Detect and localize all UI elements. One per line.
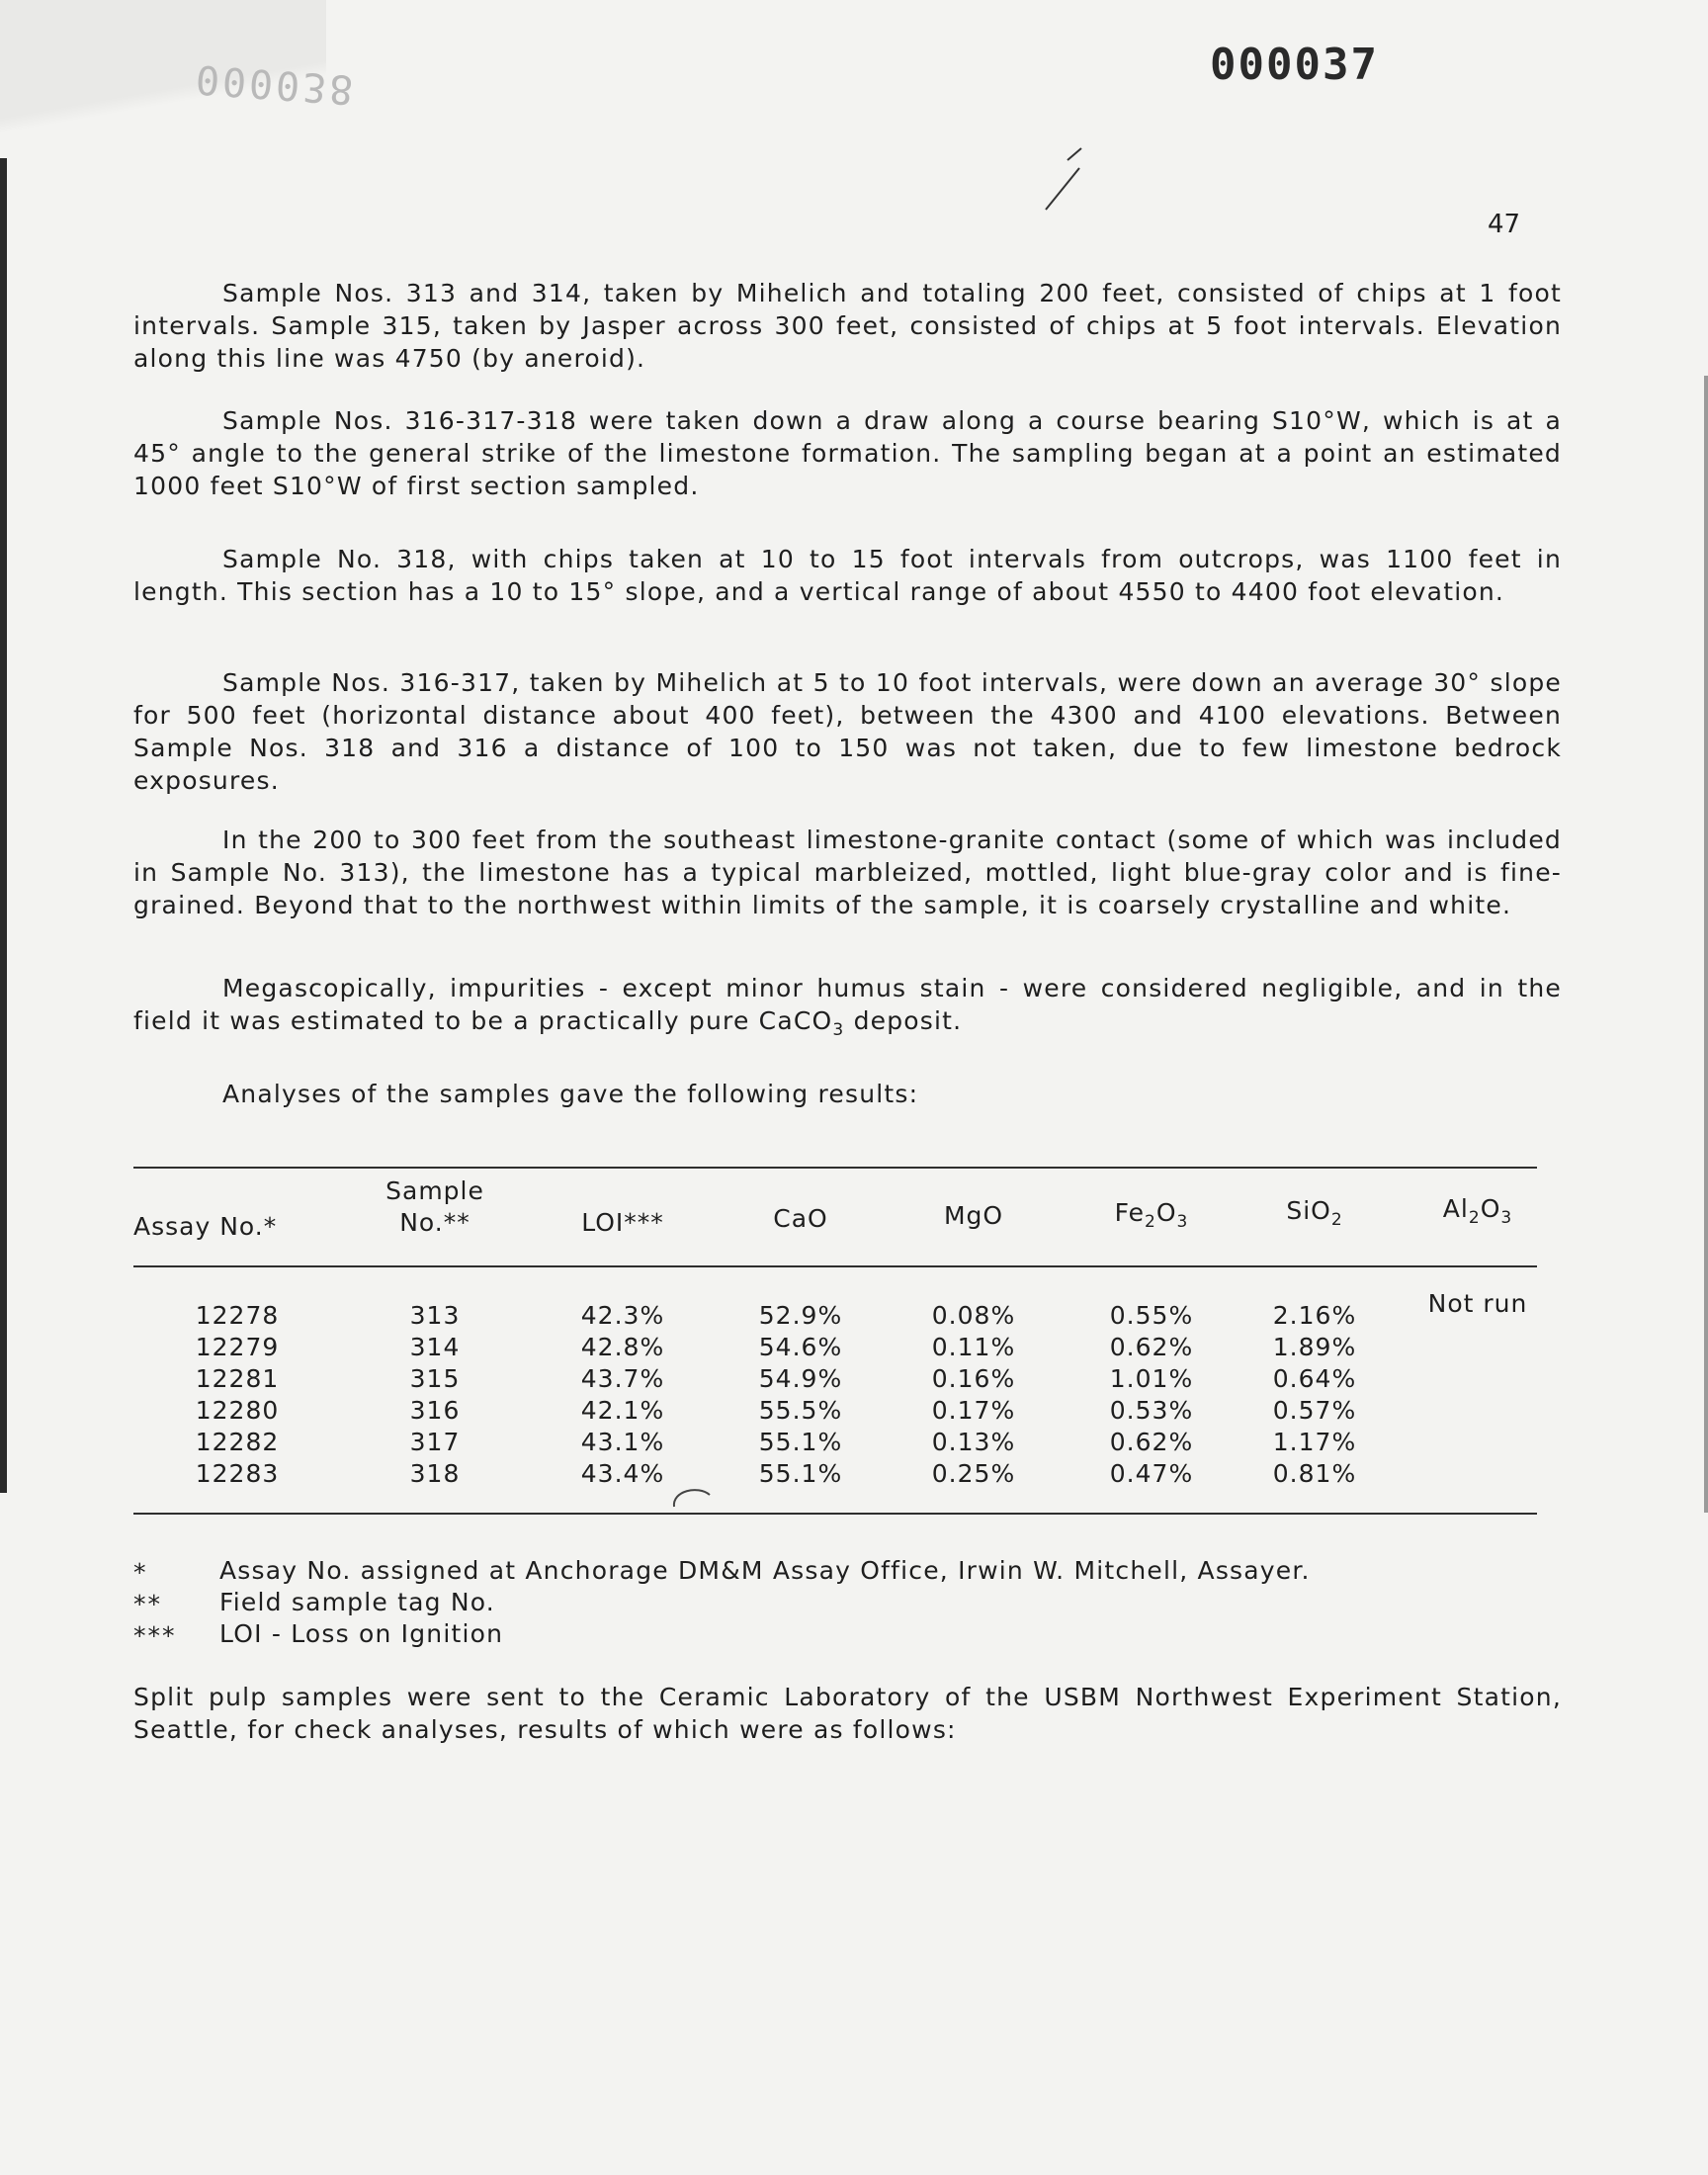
cell-cao: 54.6% <box>758 1333 843 1361</box>
cell-loi: 43.1% <box>580 1428 665 1456</box>
cell-mgo: 0.08% <box>931 1301 1016 1330</box>
header-al-a: Al <box>1442 1194 1469 1223</box>
cell-sample: 313 <box>409 1301 461 1330</box>
header-al-b: 2 <box>1468 1208 1481 1228</box>
footnote-mark-1: * <box>133 1558 148 1587</box>
scan-edge-right <box>1704 376 1708 1513</box>
cell-cao: 54.9% <box>758 1364 843 1393</box>
footnote-text-1: Assay No. assigned at Anchorage DM&M Assay Office, Irwin W. Mitchell, Assayer. <box>219 1556 1311 1585</box>
header-fe-b: 2 <box>1145 1212 1156 1232</box>
header-cao: CaO <box>773 1204 828 1233</box>
header-sio2 <box>1250 1196 1379 1230</box>
paragraph-2: Sample Nos. 316-317-318 were taken down a draw along a course bearing S10°W, which is at a 45° angle to the general strike of the limestone formation. The sampling began at a point an estimated 1000 feet S10°W of first section sampled. <box>133 406 1562 500</box>
paragraph-3: Sample No. 318, with chips taken at 10 to 15 foot intervals from outcrops, was 1100 feet in length. This section has a 10 to 15° slope, and a vertical range of about 4550 to 4400 foot elevation. <box>133 545 1562 606</box>
cell-si: 0.57% <box>1272 1396 1357 1425</box>
cell-fe: 0.62% <box>1109 1428 1194 1456</box>
cell-si: 1.17% <box>1272 1428 1357 1456</box>
footnote-text-2: Field sample tag No. <box>219 1588 495 1616</box>
cell-cao: 55.1% <box>758 1428 843 1456</box>
cell-cao: 55.1% <box>758 1459 843 1488</box>
cell-al: Not run <box>1427 1289 1528 1318</box>
header-fe-d: 3 <box>1176 1212 1189 1232</box>
cell-si: 0.64% <box>1272 1364 1357 1393</box>
header-al-c: O <box>1480 1194 1501 1223</box>
cell-mgo: 0.11% <box>931 1333 1016 1361</box>
cell-assay: 12283 <box>195 1459 280 1488</box>
cell-loi: 42.8% <box>580 1333 665 1361</box>
cell-assay: 12280 <box>195 1396 280 1425</box>
cell-mgo: 0.17% <box>931 1396 1016 1425</box>
paragraph-8: Split pulp samples were sent to the Ceramic Laboratory of the USBM Northwest Experiment Station, Seattle, for check analyses, results of which were as follows: <box>133 1683 1562 1744</box>
table-rule-top <box>133 1167 1537 1169</box>
paragraph-7: Analyses of the samples gave the following results: <box>222 1080 919 1108</box>
header-assay-no: Assay No.* <box>133 1212 278 1241</box>
paragraph-5: In the 200 to 300 feet from the southeast limestone-granite contact (some of which was included in Sample No. 313), the limestone has a typical marbleized, mottled, light blue-gray color and is fine-grained. Beyond that to the northwest within limits of the sample, it is coarsely crystalline and white. <box>133 826 1562 919</box>
cell-sample: 317 <box>409 1428 461 1456</box>
cell-cao: 55.5% <box>758 1396 843 1425</box>
header-si-b: 2 <box>1330 1210 1343 1230</box>
paragraph-6-subscript: 3 <box>832 1020 845 1040</box>
cell-loi: 42.3% <box>580 1301 665 1330</box>
footnote-text-3: LOI - Loss on Ignition <box>219 1619 504 1648</box>
footnote-mark-3: *** <box>133 1621 177 1650</box>
page-number: 47 <box>1488 210 1521 239</box>
paragraph-6-text: Megascopically, impurities - except minor humus stain - were considered negligible, and in the field it was estimated to be a practically pure CaCO <box>133 974 1562 1035</box>
paragraph-4: Sample Nos. 316-317, taken by Mihelich at 5 to 10 foot intervals, were down an average 30° slope for 500 feet (horizontal distance about 400 feet), between the 4300 and 4100 elevations. Between Sample Nos. 318 and 316 a distance of 100 to 150 was not taken, due to few limestone bedrock exposures. <box>133 668 1562 795</box>
header-fe2o3 <box>1082 1198 1221 1232</box>
paragraph-1: Sample Nos. 313 and 314, taken by Mihelich and totaling 200 feet, consisted of chips at 1 foot intervals. Sample 315, taken by Jasper across 300 feet, consisted of chips at 5 foot intervals. Elevation along this line was 4750 (by aneroid). <box>133 279 1562 373</box>
cell-fe: 1.01% <box>1109 1364 1194 1393</box>
pencil-circle-icon <box>668 1483 718 1513</box>
faded-page-stamp: 000038 <box>194 55 358 113</box>
table-rule-bottom <box>133 1513 1537 1515</box>
cell-assay: 12278 <box>195 1301 280 1330</box>
cell-sample: 316 <box>409 1396 461 1425</box>
cell-assay: 12282 <box>195 1428 280 1456</box>
paragraph-6-end: deposit. <box>844 1006 963 1035</box>
cell-sample: 314 <box>409 1333 461 1361</box>
cell-loi: 42.1% <box>580 1396 665 1425</box>
cell-sample: 318 <box>409 1459 461 1488</box>
header-al-d: 3 <box>1500 1208 1513 1228</box>
header-loi: LOI*** <box>581 1208 664 1237</box>
cell-mgo: 0.13% <box>931 1428 1016 1456</box>
scan-edge-left <box>0 158 7 1493</box>
header-fe-a: Fe <box>1114 1198 1146 1227</box>
header-al2o3 <box>1413 1194 1542 1228</box>
cell-si: 0.81% <box>1272 1459 1357 1488</box>
cell-loi: 43.4% <box>580 1459 665 1488</box>
paragraph-6 <box>133 972 1562 1047</box>
cell-fe: 0.53% <box>1109 1396 1194 1425</box>
cell-sample: 315 <box>409 1364 461 1393</box>
header-si-a: SiO <box>1286 1196 1331 1225</box>
cell-fe: 0.47% <box>1109 1459 1194 1488</box>
pencil-mark-icon <box>1038 138 1097 218</box>
cell-fe: 0.55% <box>1109 1301 1194 1330</box>
cell-si: 2.16% <box>1272 1301 1357 1330</box>
header-sample-top: Sample <box>385 1176 484 1205</box>
cell-si: 1.89% <box>1272 1333 1357 1361</box>
page-stamp: 000037 <box>1210 40 1379 90</box>
header-fe-c: O <box>1155 1198 1177 1227</box>
cell-cao: 52.9% <box>758 1301 843 1330</box>
header-sample-bottom: No.** <box>399 1208 470 1237</box>
cell-assay: 12281 <box>195 1364 280 1393</box>
cell-mgo: 0.25% <box>931 1459 1016 1488</box>
cell-mgo: 0.16% <box>931 1364 1016 1393</box>
cell-loi: 43.7% <box>580 1364 665 1393</box>
cell-fe: 0.62% <box>1109 1333 1194 1361</box>
cell-assay: 12279 <box>195 1333 280 1361</box>
table-rule-middle <box>133 1265 1537 1267</box>
footnote-mark-2: ** <box>133 1590 162 1618</box>
header-mgo: MgO <box>943 1201 1004 1230</box>
